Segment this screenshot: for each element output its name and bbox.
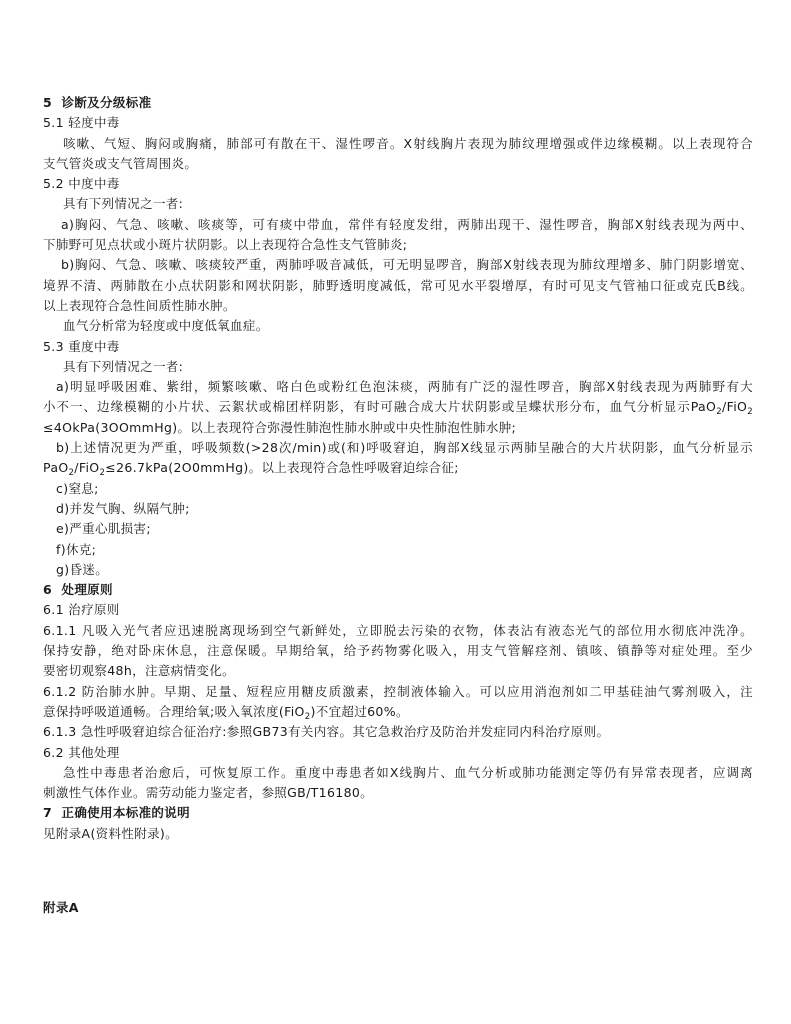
paragraph-6-1-1-line-3: 要密切观察48h，注意病情变化。: [43, 663, 235, 679]
paragraph-5-2-intro: 具有下列情况之一者:: [63, 196, 184, 212]
section-5-3-heading: 5.3 重度中毒: [43, 338, 120, 354]
paragraph-5-2-b-line-2: 境界不清、两肺散在小点状阴影和网状阴影，肺野透明度减低，常可见水平裂增厚，有时可见支气管袖口征或克氏B线。: [43, 277, 753, 293]
section-6-2-heading: 6.2 其他处理: [43, 744, 120, 760]
paragraph-6-1-2-line-2: 意保持呼吸道通畅。合理给氧;吸入氧浓度(FiO$_2$)不宜超过60%。: [43, 703, 409, 722]
paragraph-5-2-a-line-1: a)胸闷、气急、咳嗽、咳痰等，可有痰中带血，常伴有轻度发绀，两肺出现干、湿性啰音，胸部X射线表现为两中、: [61, 216, 753, 232]
blank-space: [43, 844, 753, 884]
paragraph-5-2-b-line-1: b)胸闷、气急、咳嗽、咳痰较严重，两肺呼吸音减低，可无明显啰音，胸部X射线表现为肺纹理增多、肺门阴影增宽、: [61, 257, 753, 273]
paragraph-5-2-a-line-2: 下肺野可见点状或小斑片状阴影。以上表现符合急性支气管肺炎;: [43, 237, 408, 253]
paragraph-5-3-b-line-1: b)上述情况更为严重，呼吸频数(>28次/min)或(和)呼吸窘迫，胸部X线显示两肺呈融合的大片状阴影，血气分析显示: [56, 440, 753, 456]
paragraph-6-2-line-1: 急性中毒患者治愈后，可恢复原工作。重度中毒患者如X线胸片、血气分析或肺功能测定等仍有异常表现者，应调离: [63, 764, 753, 780]
paragraph-5-3-a-line-3: ≤4OkPa(3OOmmHg)。以上表现符合弥漫性肺泡性肺水肿或中央性肺泡性肺水肿;: [43, 419, 517, 435]
section-6-heading: 6 处理原则: [43, 582, 113, 598]
paragraph-5-3-intro: 具有下列情况之一者:: [63, 358, 184, 374]
paragraph-5-3-e: e)严重心肌损害;: [56, 521, 151, 537]
appendix-heading: 附录A: [43, 899, 79, 915]
paragraph-5-3-a-line-1: a)明显呼吸困难、紫绀，频繁咳嗽、咯白色或粉红色泡沫痰，两肺有广泛的湿性啰音，胸部X射线表现为两肺野有大: [56, 379, 753, 395]
paragraph-5-3-d: d)并发气胸、纵隔气肿;: [56, 500, 190, 516]
paragraph-5-3-f: f)休克;: [56, 541, 97, 557]
paragraph-6-2-line-2: 刺激性气体作业。需劳动能力鉴定者，参照GB/T16180。: [43, 785, 374, 801]
paragraph-5-1-line-1: 咳嗽、气短、胸闷或胸痛，肺部可有散在干、湿性啰音。X射线胸片表现为肺纹理增强或伴边缘模糊。以上表现符合: [63, 135, 753, 151]
section-5-1-heading: 5.1 轻度中毒: [43, 115, 120, 131]
paragraph-5-1-line-2: 支气管炎或支气管周围炎。: [43, 155, 198, 171]
paragraph-6-1-3: 6.1.3 急性呼吸窘迫综合征治疗:参照GB73有关内容。其它急救治疗及防治并发症同内科治疗原则。: [43, 724, 610, 740]
section-6-1-heading: 6.1 治疗原则: [43, 602, 120, 618]
paragraph-5-2-c: 血气分析常为轻度或中度低氧血症。: [63, 318, 269, 334]
document-page: [43, 93, 753, 918]
paragraph-6-1-2-line-1: 6.1.2 防治肺水肿。早期、足量、短程应用糖皮质激素，控制液体输入。可以应用消泡剂如二甲基硅油气雾剂吸入，注: [43, 683, 753, 699]
section-5-2-heading: 5.2 中度中毒: [43, 176, 120, 192]
section-7-heading: 7 正确使用本标准的说明: [43, 805, 190, 821]
paragraph-5-3-b-line-2: PaO$_2$/FiO$_2$≤26.7kPa(2O0mmHg)。以上表现符合急性呼吸窘迫综合征;: [43, 460, 459, 479]
paragraph-7: 见附录A(资料性附录)。: [43, 825, 179, 841]
section-5-heading: 5 诊断及分级标准: [43, 95, 152, 110]
paragraph-6-1-1-line-2: 保持安静，绝对卧床休息，注意保暖。早期给氧，给予药物雾化吸入，用支气管解痉剂、镇咳、镇静等对症处理。至少: [43, 643, 753, 659]
paragraph-5-3-g: g)昏迷。: [56, 561, 109, 577]
paragraph-5-2-b-line-3: 以上表现符合急性间质性肺水肿。: [43, 297, 236, 313]
paragraph-6-1-1-line-1: 6.1.1 凡吸入光气者应迅速脱离现场到空气新鲜处，立即脱去污染的衣物，体表沾有液态光气的部位用水彻底冲洗净。: [43, 622, 753, 638]
paragraph-5-3-a-line-2: 小不一、边缘模糊的小片状、云絮状或棉团样阴影，有时可融合成大片状阴影或呈蝶状形分布，血气分析显示PaO$_2$/FiO$_2$: [43, 399, 753, 418]
paragraph-5-3-c: c)窒息;: [56, 480, 99, 496]
